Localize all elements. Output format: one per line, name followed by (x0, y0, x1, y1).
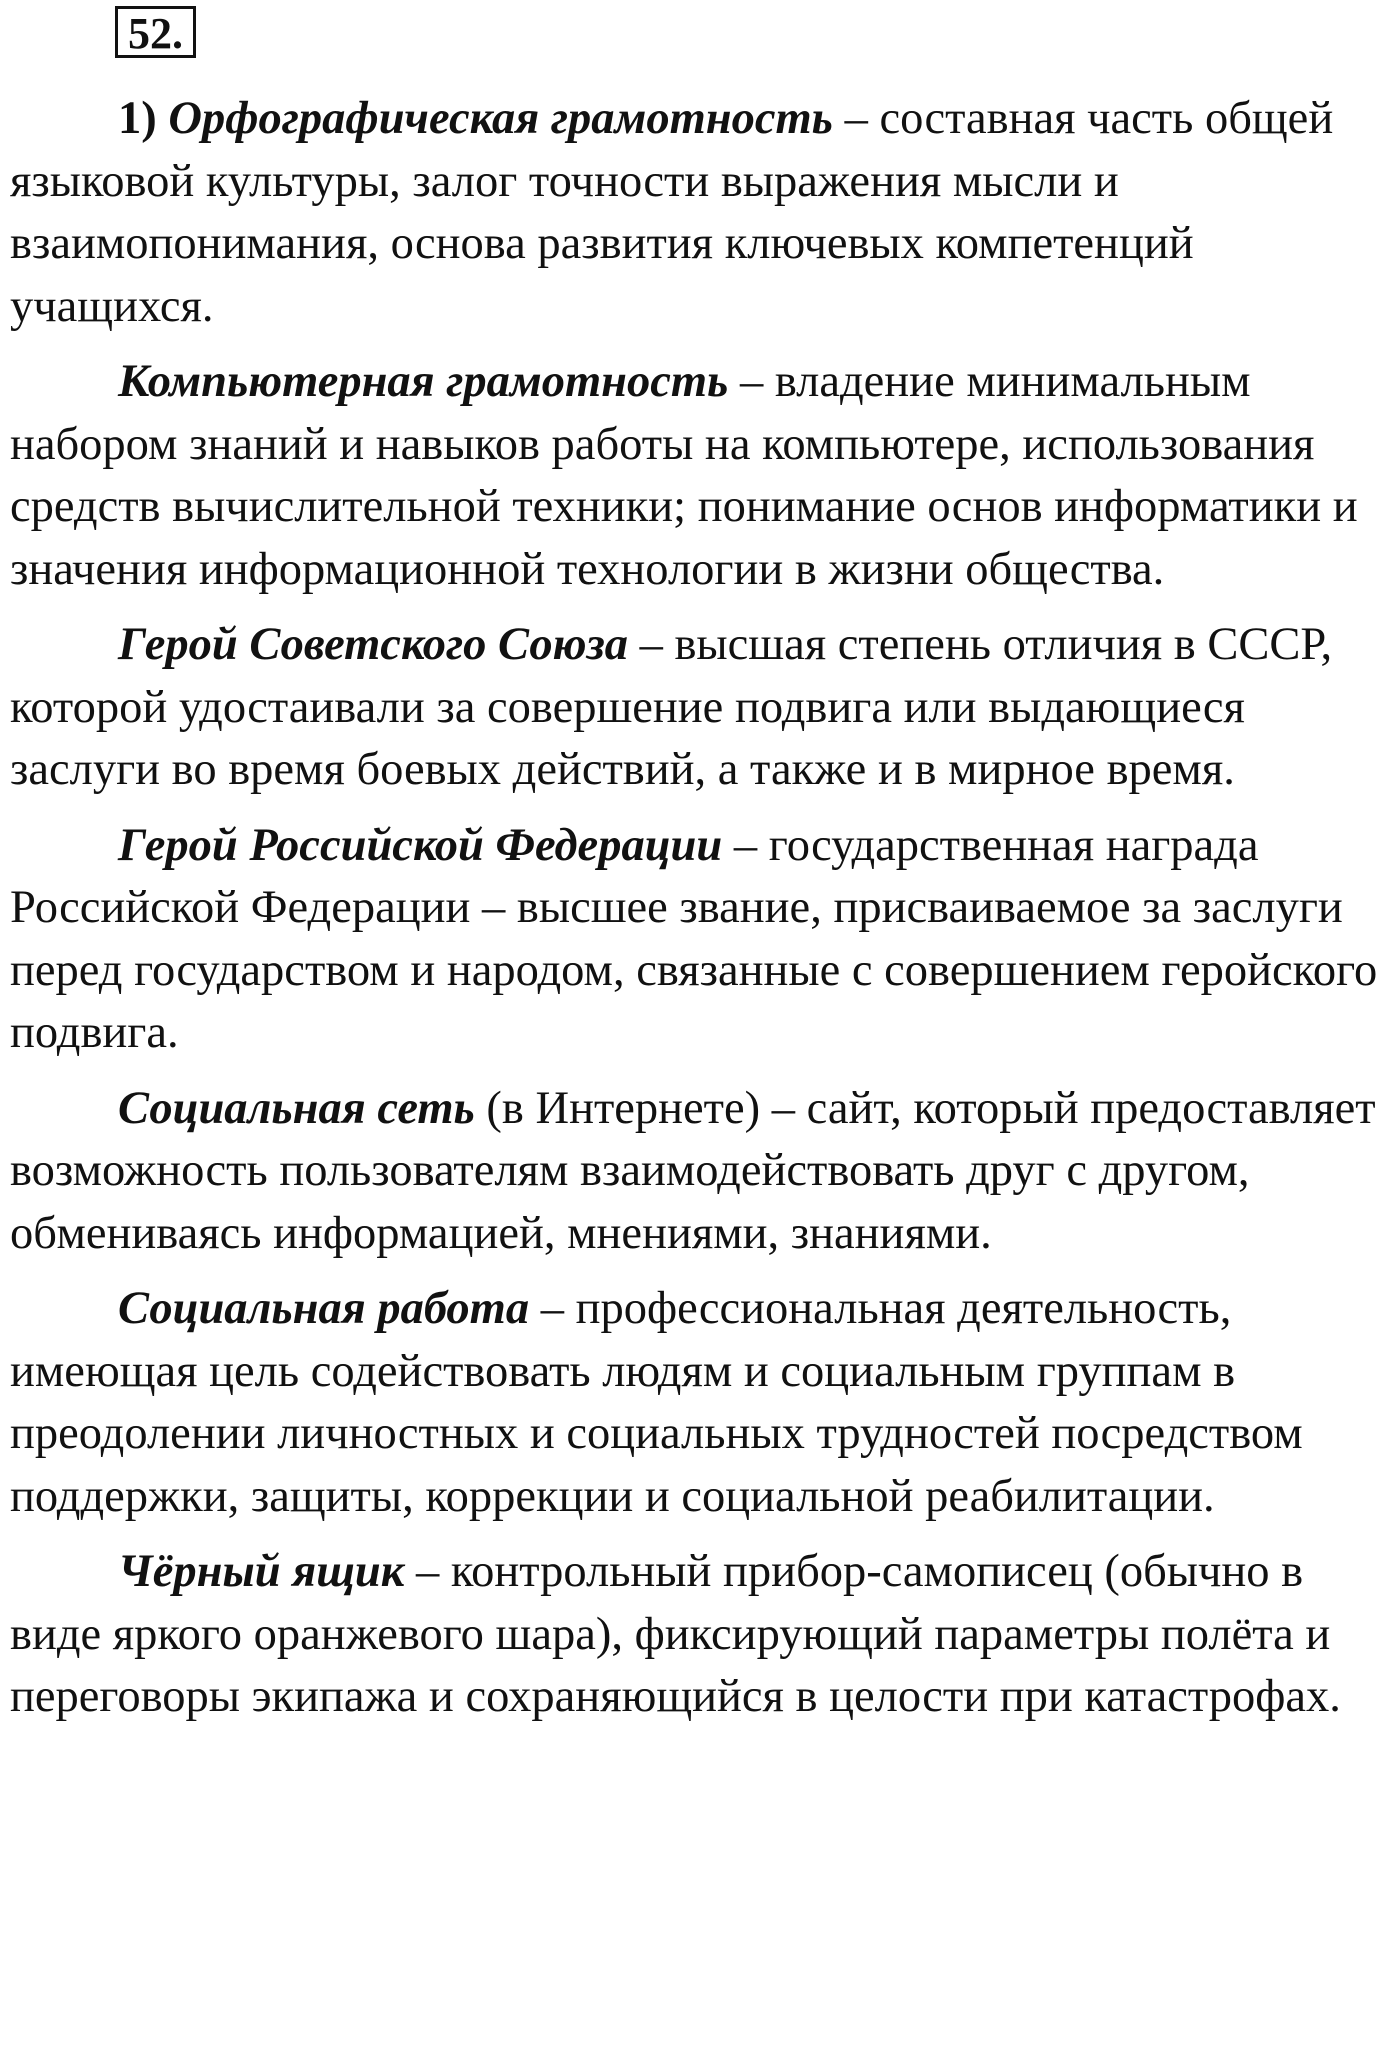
definition-term: Герой Российской Федерации (118, 819, 723, 871)
definition-term: Социальная сеть (118, 1082, 475, 1134)
exercise-number: 52. (128, 9, 183, 58)
definition-text: – высшая степень отличия в СССР, которой удостаивали за совершение подвига или выдающиеся заслуги во время боевых действий, а также и в мирное время. (10, 619, 1333, 795)
definition-paragraph (10, 614, 1395, 802)
definition-paragraph (10, 1278, 1395, 1528)
definition-paragraph (10, 351, 1395, 601)
definition-paragraph (10, 1541, 1395, 1729)
definition-text: – государственная награда Российской Федерации – высшее звание, присваиваемое за заслуги перед государством и народом, связанные с совершением геройского подвига. (10, 819, 1378, 1058)
definition-paragraph (10, 88, 1395, 338)
definition-term: Компьютерная грамотность (118, 356, 729, 407)
definition-term: Герой Советского Союза (118, 619, 628, 670)
definition-text: – владение минимальным набором знаний и навыков работы на компьютере, использования средств вычислительной техники; понимание основ информатики и значения информационной технологии в жизни общества. (10, 356, 1358, 595)
definition-text: – контрольный прибор-самописец (обычно в виде яркого оранжевого шара), фиксирующий параметры полёта и переговоры экипажа и сохраняющийся в целости при катастрофах. (10, 1546, 1341, 1722)
definition-term: Орфографическая грамотность (168, 93, 833, 144)
definition-text: – профессиональная деятельность, имеющая цель содействовать людям и социальным группам в преодолении личностных и социальных трудностей посредством поддержки, защиты, коррекции и социальной реабилитации. (10, 1283, 1303, 1522)
item-number: 1) (118, 93, 169, 144)
definition-paragraph (10, 1078, 1395, 1266)
definition-term: Чёрный ящик (118, 1546, 405, 1597)
definition-text: (в Интернете) – сайт, который предоставляет возможность пользователям взаимодействовать друг с другом, обмениваясь информацией, мнениями, знаниями. (10, 1082, 1376, 1259)
document-page (10, 0, 1395, 2045)
definition-paragraph (10, 815, 1395, 1065)
definition-text: – составная часть общей языковой культуры, залог точности выражения мысли и взаимопонимания, основа развития ключевых компетенций учащихся. (10, 93, 1334, 332)
definitions-list (10, 88, 1395, 1742)
definition-term: Социальная работа (118, 1283, 530, 1334)
exercise-number-box (115, 6, 196, 58)
